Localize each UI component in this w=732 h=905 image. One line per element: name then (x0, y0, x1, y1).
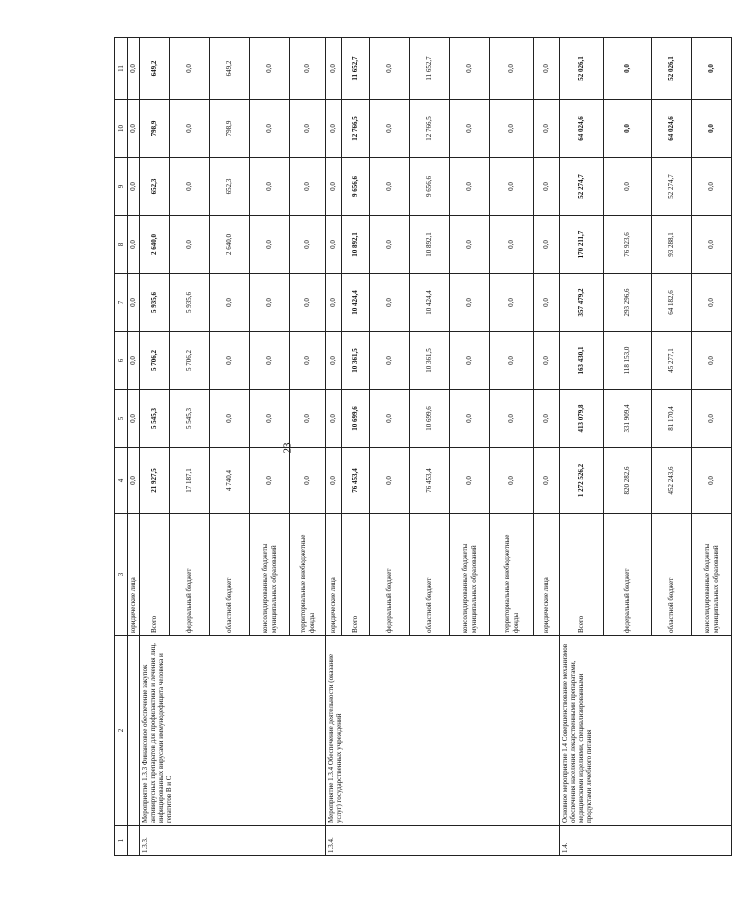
funding-source: областной бюджет (652, 514, 692, 636)
value-cell-col-8: 0,0 (450, 216, 490, 274)
value-cell-col-6: 0,0 (490, 332, 534, 390)
value-cell-col-4: 0,0 (250, 448, 290, 514)
value-cell-col-8: 10 892,1 (410, 216, 450, 274)
value-cell-col-10: 0,0 (128, 100, 140, 158)
column-header-1: 1 (115, 826, 128, 856)
value-cell-col-11: 0,0 (326, 38, 342, 100)
value-cell-col-10: 12 766,5 (410, 100, 450, 158)
column-header-4: 4 (115, 448, 128, 514)
value-cell-col-4: 0,0 (534, 448, 560, 514)
value-cell-col-9: 0,0 (534, 158, 560, 216)
column-header-2: 2 (115, 636, 128, 826)
value-cell-col-11: 0,0 (170, 38, 210, 100)
value-cell-col-10: 0,0 (250, 100, 290, 158)
funding-source: консолидированные бюджеты муниципальных образований (692, 514, 732, 636)
funding-source: федеральный бюджет (370, 514, 410, 636)
funding-source: территориальные внебюджетные фонды (290, 514, 326, 636)
value-cell-col-8: 93 288,1 (652, 216, 692, 274)
value-cell-col-8: 170 211,7 (560, 216, 604, 274)
table-row (326, 38, 342, 856)
value-cell-col-11: 52 026,1 (560, 38, 604, 100)
value-cell-col-5: 0,0 (370, 390, 410, 448)
value-cell-col-11: 0,0 (490, 38, 534, 100)
row-name: Мероприятие 1.3.4 Обеспечение деятельности (оказание услуг) государственных учреждений (326, 636, 560, 826)
funding-source: федеральный бюджет (170, 514, 210, 636)
value-cell-col-8: 2 640,0 (210, 216, 250, 274)
value-cell-col-5: 0,0 (290, 390, 326, 448)
value-cell-col-9: 9 656,6 (342, 158, 370, 216)
value-cell-col-6: 0,0 (370, 332, 410, 390)
page-number: 23 (281, 442, 294, 454)
column-header-9: 9 (115, 158, 128, 216)
value-cell-col-5: 5 545,3 (170, 390, 210, 448)
value-cell-col-9: 0,0 (170, 158, 210, 216)
value-cell-col-7: 0,0 (250, 274, 290, 332)
value-cell-col-4: 452 243,6 (652, 448, 692, 514)
value-cell-col-5: 0,0 (490, 390, 534, 448)
value-cell-col-10: 0,0 (326, 100, 342, 158)
row-name (128, 636, 140, 826)
value-cell-col-11: 0,0 (290, 38, 326, 100)
value-cell-col-6: 45 277,1 (652, 332, 692, 390)
budget-table (114, 37, 732, 856)
funding-source: Всего (560, 514, 604, 636)
value-cell-col-9: 652,3 (140, 158, 170, 216)
funding-source: областной бюджет (210, 514, 250, 636)
value-cell-col-4: 0,0 (692, 448, 732, 514)
value-cell-col-11: 0,0 (450, 38, 490, 100)
value-cell-col-5: 0,0 (128, 390, 140, 448)
value-cell-col-10: 0,0 (490, 100, 534, 158)
value-cell-col-9: 0,0 (370, 158, 410, 216)
value-cell-col-7: 10 424,4 (342, 274, 370, 332)
value-cell-col-4: 21 927,5 (140, 448, 170, 514)
value-cell-col-9: 0,0 (692, 158, 732, 216)
value-cell-col-10: 0,0 (170, 100, 210, 158)
value-cell-col-8: 0,0 (290, 216, 326, 274)
rotated-table-container (114, 38, 720, 856)
value-cell-col-6: 0,0 (692, 332, 732, 390)
value-cell-col-6: 5 706,2 (170, 332, 210, 390)
value-cell-col-8: 0,0 (370, 216, 410, 274)
value-cell-col-7: 5 935,6 (140, 274, 170, 332)
value-cell-col-7: 0,0 (490, 274, 534, 332)
funding-source: областной бюджет (410, 514, 450, 636)
value-cell-col-5: 10 699,6 (342, 390, 370, 448)
value-cell-col-5: 331 909,4 (604, 390, 652, 448)
funding-source: юридические лица (326, 514, 342, 636)
value-cell-col-11: 0,0 (604, 38, 652, 100)
row-name: Мероприятие 1.3.3 Финансовое обеспечение закупок антивирусных препаратов для профилактики и лечения лиц, инфицированных вирусами иммунодефицита человека и гепатитов В и С (140, 636, 326, 826)
row-name: Основное мероприятие 1.4 Совершенствование механизмов обеспечения населения лекарственными препаратами, медицинскими изделиями, специализированными продуктами лечебного питания (560, 636, 732, 826)
value-cell-col-11: 11 652,7 (342, 38, 370, 100)
row-number: 1.3.3. (140, 826, 326, 856)
value-cell-col-4: 0,0 (326, 448, 342, 514)
value-cell-col-6: 10 361,5 (342, 332, 370, 390)
value-cell-col-10: 798,9 (210, 100, 250, 158)
value-cell-col-6: 0,0 (128, 332, 140, 390)
value-cell-col-5: 0,0 (210, 390, 250, 448)
value-cell-col-7: 5 935,6 (170, 274, 210, 332)
value-cell-col-7: 0,0 (450, 274, 490, 332)
value-cell-col-8: 2 640,0 (140, 216, 170, 274)
value-cell-col-5: 10 699,6 (410, 390, 450, 448)
value-cell-col-8: 0,0 (490, 216, 534, 274)
value-cell-col-7: 0,0 (210, 274, 250, 332)
value-cell-col-7: 357 479,2 (560, 274, 604, 332)
funding-source: консолидированные бюджеты муниципальных образований (250, 514, 290, 636)
value-cell-col-4: 76 453,4 (410, 448, 450, 514)
value-cell-col-10: 0,0 (604, 100, 652, 158)
value-cell-col-9: 0,0 (326, 158, 342, 216)
value-cell-col-9: 0,0 (250, 158, 290, 216)
value-cell-col-5: 413 079,8 (560, 390, 604, 448)
table-row (128, 38, 140, 856)
column-header-5: 5 (115, 390, 128, 448)
value-cell-col-9: 0,0 (128, 158, 140, 216)
funding-source: Всего (140, 514, 170, 636)
value-cell-col-7: 64 182,6 (652, 274, 692, 332)
value-cell-col-6: 0,0 (210, 332, 250, 390)
value-cell-col-7: 0,0 (692, 274, 732, 332)
value-cell-col-4: 1 272 526,2 (560, 448, 604, 514)
funding-source: федеральный бюджет (604, 514, 652, 636)
value-cell-col-4: 4 740,4 (210, 448, 250, 514)
value-cell-col-6: 5 706,2 (140, 332, 170, 390)
table-row (560, 38, 604, 856)
value-cell-col-9: 0,0 (290, 158, 326, 216)
value-cell-col-10: 0,0 (692, 100, 732, 158)
value-cell-col-4: 0,0 (128, 448, 140, 514)
value-cell-col-9: 652,3 (210, 158, 250, 216)
value-cell-col-4: 17 187,1 (170, 448, 210, 514)
value-cell-col-9: 0,0 (450, 158, 490, 216)
value-cell-col-4: 0,0 (490, 448, 534, 514)
value-cell-col-4: 0,0 (290, 448, 326, 514)
value-cell-col-8: 0,0 (534, 216, 560, 274)
column-header-10: 10 (115, 100, 128, 158)
value-cell-col-11: 52 026,1 (652, 38, 692, 100)
value-cell-col-11: 649,2 (140, 38, 170, 100)
value-cell-col-5: 81 170,4 (652, 390, 692, 448)
value-cell-col-4: 820 282,6 (604, 448, 652, 514)
column-header-6: 6 (115, 332, 128, 390)
value-cell-col-9: 0,0 (604, 158, 652, 216)
column-header-7: 7 (115, 274, 128, 332)
value-cell-col-10: 0,0 (370, 100, 410, 158)
funding-source: консолидированные бюджеты муниципальных образований (450, 514, 490, 636)
value-cell-col-9: 52 274,7 (560, 158, 604, 216)
value-cell-col-7: 0,0 (370, 274, 410, 332)
value-cell-col-5: 0,0 (450, 390, 490, 448)
table-row (140, 38, 170, 856)
value-cell-col-6: 0,0 (326, 332, 342, 390)
value-cell-col-7: 293 296,6 (604, 274, 652, 332)
value-cell-col-11: 0,0 (128, 38, 140, 100)
column-header-3: 3 (115, 514, 128, 636)
funding-source: Всего (342, 514, 370, 636)
value-cell-col-10: 0,0 (290, 100, 326, 158)
value-cell-col-10: 798,9 (140, 100, 170, 158)
value-cell-col-4: 0,0 (450, 448, 490, 514)
value-cell-col-11: 0,0 (370, 38, 410, 100)
value-cell-col-7: 0,0 (128, 274, 140, 332)
value-cell-col-10: 64 024,6 (560, 100, 604, 158)
value-cell-col-5: 0,0 (534, 390, 560, 448)
row-number: 1.3.4. (326, 826, 560, 856)
value-cell-col-7: 0,0 (326, 274, 342, 332)
value-cell-col-5: 0,0 (250, 390, 290, 448)
value-cell-col-6: 118 153,0 (604, 332, 652, 390)
column-header-8: 8 (115, 216, 128, 274)
funding-source: юридические лица (128, 514, 140, 636)
value-cell-col-11: 11 652,7 (410, 38, 450, 100)
value-cell-col-11: 0,0 (534, 38, 560, 100)
row-number: 1.4. (560, 826, 732, 856)
value-cell-col-5: 0,0 (326, 390, 342, 448)
value-cell-col-10: 0,0 (450, 100, 490, 158)
value-cell-col-6: 10 361,5 (410, 332, 450, 390)
header-row (115, 38, 128, 856)
value-cell-col-8: 76 923,6 (604, 216, 652, 274)
value-cell-col-11: 649,2 (210, 38, 250, 100)
row-number (128, 826, 140, 856)
value-cell-col-5: 5 545,3 (140, 390, 170, 448)
value-cell-col-6: 0,0 (534, 332, 560, 390)
value-cell-col-7: 0,0 (290, 274, 326, 332)
value-cell-col-8: 10 892,1 (342, 216, 370, 274)
value-cell-col-10: 0,0 (534, 100, 560, 158)
value-cell-col-4: 76 453,4 (342, 448, 370, 514)
value-cell-col-9: 52 274,7 (652, 158, 692, 216)
value-cell-col-11: 0,0 (250, 38, 290, 100)
funding-source: юридические лица (534, 514, 560, 636)
value-cell-col-6: 0,0 (450, 332, 490, 390)
value-cell-col-7: 0,0 (534, 274, 560, 332)
value-cell-col-8: 0,0 (128, 216, 140, 274)
value-cell-col-6: 0,0 (290, 332, 326, 390)
value-cell-col-9: 9 656,6 (410, 158, 450, 216)
value-cell-col-10: 12 766,5 (342, 100, 370, 158)
value-cell-col-11: 0,0 (692, 38, 732, 100)
value-cell-col-4: 0,0 (370, 448, 410, 514)
column-header-11: 11 (115, 38, 128, 100)
value-cell-col-9: 0,0 (490, 158, 534, 216)
value-cell-col-7: 10 424,4 (410, 274, 450, 332)
value-cell-col-6: 0,0 (250, 332, 290, 390)
funding-source: территориальные внебюджетные фонды (490, 514, 534, 636)
value-cell-col-6: 163 430,1 (560, 332, 604, 390)
value-cell-col-8: 0,0 (692, 216, 732, 274)
value-cell-col-8: 0,0 (170, 216, 210, 274)
value-cell-col-5: 0,0 (692, 390, 732, 448)
value-cell-col-8: 0,0 (326, 216, 342, 274)
value-cell-col-10: 64 024,6 (652, 100, 692, 158)
value-cell-col-8: 0,0 (250, 216, 290, 274)
